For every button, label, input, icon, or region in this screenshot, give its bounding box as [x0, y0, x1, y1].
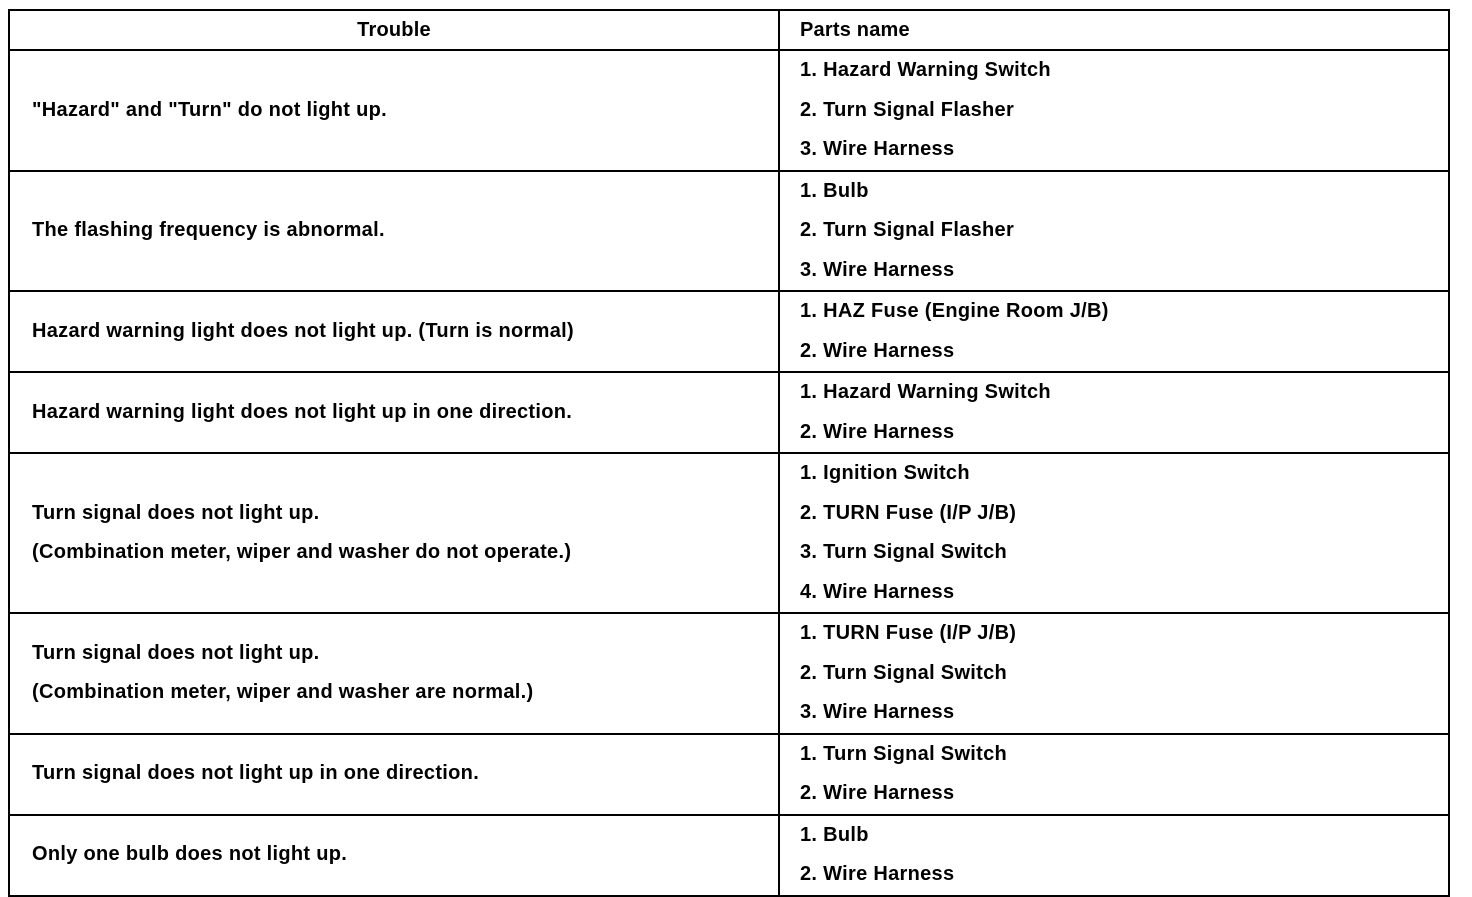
part-name-item: 1. TURN Fuse (I/P J/B) [800, 622, 1017, 644]
part-name-item: 1. HAZ Fuse (Engine Room J/B) [800, 300, 1109, 322]
table-row [9, 613, 1449, 734]
trouble-cell [9, 734, 779, 815]
part-name-item: 1. Hazard Warning Switch [800, 381, 1051, 403]
part-name-item: 2. Wire Harness [800, 420, 955, 443]
table-row [9, 291, 1449, 372]
trouble-text: (Combination meter, wiper and washer are normal.) [32, 681, 534, 704]
part-name-item: 2. TURN Fuse (I/P J/B) [800, 501, 1017, 524]
table-body [9, 50, 1449, 896]
parts-cell [779, 613, 1449, 734]
parts-cell [779, 815, 1449, 896]
trouble-text: Turn signal does not light up. [32, 501, 320, 524]
trouble-cell [9, 50, 779, 171]
trouble-text: "Hazard" and "Turn" do not light up. [32, 98, 387, 121]
parts-cell [779, 372, 1449, 453]
trouble-text: Only one bulb does not light up. [32, 843, 348, 866]
trouble-cell [9, 613, 779, 734]
trouble-cell [9, 291, 779, 372]
part-name-item: 2. Wire Harness [800, 339, 955, 362]
part-name-item: 3. Wire Harness [800, 701, 955, 723]
table-row [9, 171, 1449, 292]
table-row [9, 50, 1449, 171]
table-row [9, 734, 1449, 815]
trouble-text: (Combination meter, wiper and washer do not operate.) [32, 541, 572, 563]
header-row [9, 10, 1449, 50]
part-name-item: 2. Turn Signal Switch [800, 661, 1008, 684]
trouble-text: Hazard warning light does not light up. (Turn is normal) [32, 319, 574, 342]
part-name-item: 1. Bulb [800, 179, 869, 202]
trouble-cell [9, 171, 779, 292]
parts-cell [779, 453, 1449, 613]
table-row [9, 372, 1449, 453]
trouble-text: Turn signal does not light up in one direction. [32, 762, 480, 785]
parts-cell [779, 171, 1449, 292]
header-trouble: Trouble [9, 10, 779, 50]
trouble-text: The flashing frequency is abnormal. [32, 219, 385, 241]
trouble-text: Hazard warning light does not light up in one direction. [32, 400, 573, 423]
part-name-item: 4. Wire Harness [800, 580, 955, 603]
parts-cell [779, 734, 1449, 815]
part-name-item: 2. Wire Harness [800, 863, 955, 885]
part-name-item: 1. Ignition Switch [800, 462, 970, 484]
part-name-item: 2. Turn Signal Flasher [800, 219, 1015, 241]
part-name-item: 2. Wire Harness [800, 782, 955, 804]
troubleshooting-table [8, 9, 1450, 897]
table-row [9, 453, 1449, 613]
parts-cell [779, 291, 1449, 372]
part-name-item: 1. Hazard Warning Switch [800, 59, 1051, 81]
part-name-item: 3. Wire Harness [800, 138, 955, 160]
part-name-item: 1. Turn Signal Switch [800, 742, 1008, 765]
trouble-cell [9, 372, 779, 453]
trouble-cell [9, 815, 779, 896]
part-name-item: 1. Bulb [800, 823, 869, 846]
trouble-text: Turn signal does not light up. [32, 641, 320, 664]
part-name-item: 3. Turn Signal Switch [800, 541, 1008, 563]
part-name-item: 2. Turn Signal Flasher [800, 98, 1015, 121]
part-name-item: 3. Wire Harness [800, 258, 955, 281]
table-row [9, 815, 1449, 896]
parts-cell [779, 50, 1449, 171]
header-parts-name: Parts name [779, 10, 1449, 50]
trouble-cell [9, 453, 779, 613]
